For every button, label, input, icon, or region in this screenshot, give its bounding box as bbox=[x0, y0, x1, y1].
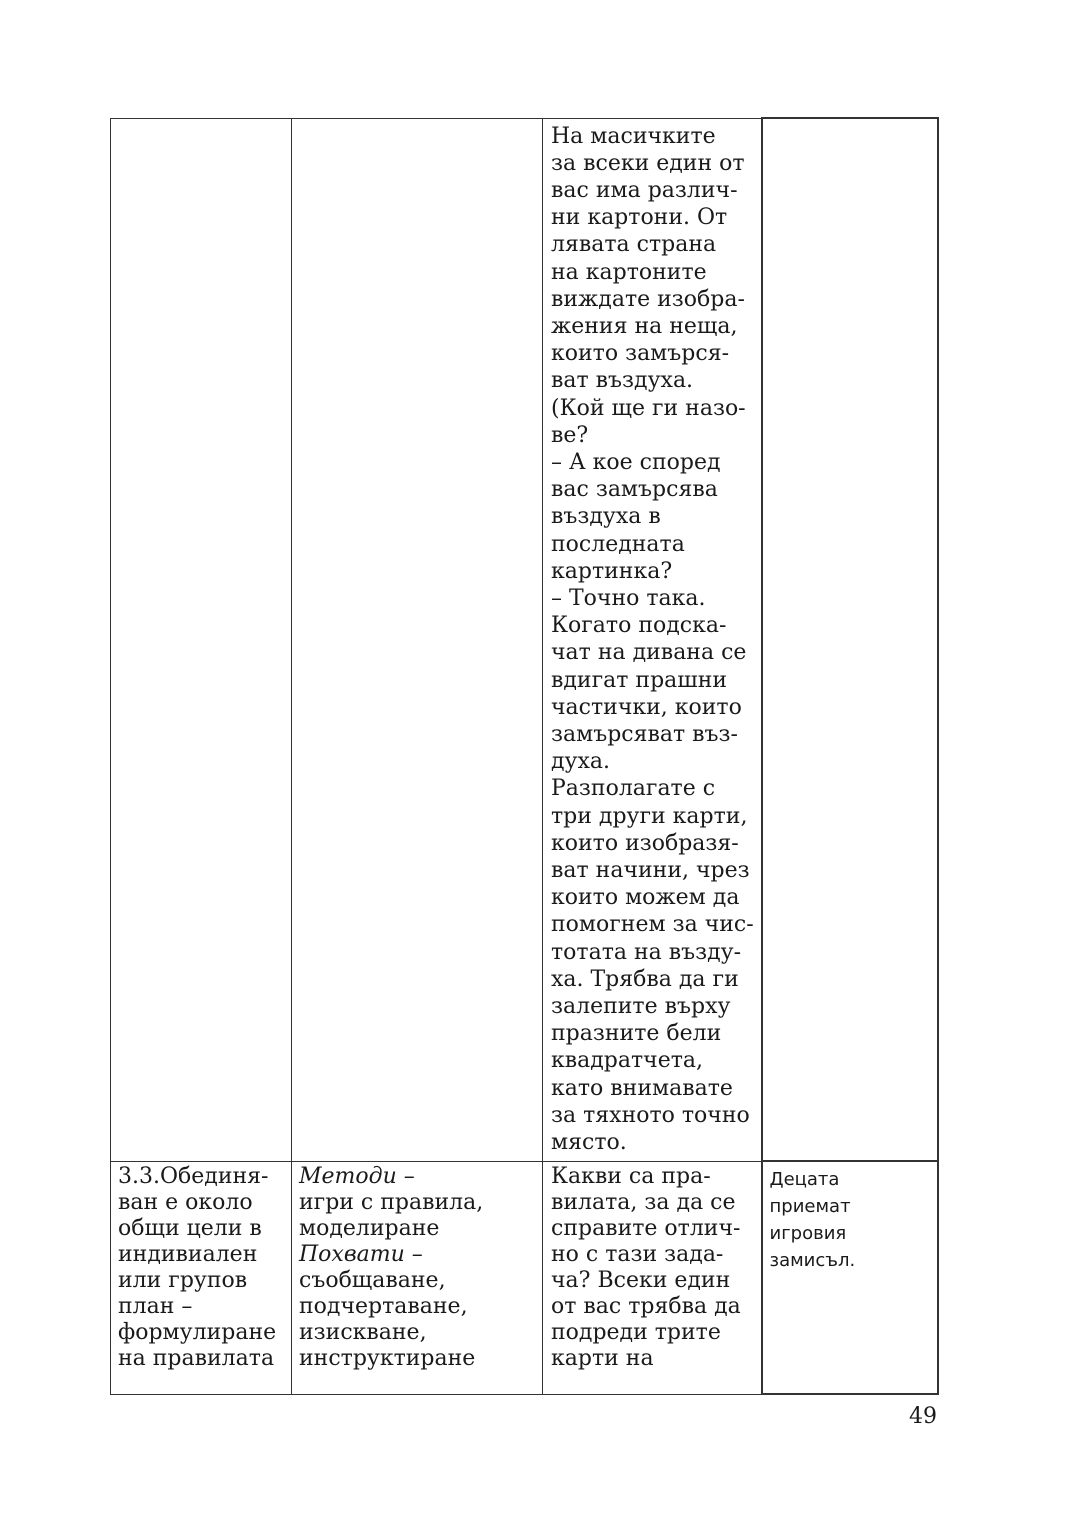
text-line: замисъл. bbox=[769, 1250, 856, 1271]
text-line: частички, които bbox=[551, 694, 742, 720]
text-line: ве? bbox=[551, 422, 589, 448]
text-line: Когато подска- bbox=[551, 613, 727, 639]
text-line: жения на неща, bbox=[551, 313, 738, 339]
table-row bbox=[111, 118, 938, 1161]
text-line: но с тази зада- bbox=[551, 1241, 724, 1267]
outcome-cell bbox=[762, 118, 938, 1161]
text-line: Какви са пра- bbox=[551, 1163, 711, 1189]
text-line: приемат bbox=[769, 1196, 851, 1217]
text-line: 3.3.Обединя- bbox=[118, 1163, 269, 1189]
text-line: които можем да bbox=[551, 885, 740, 911]
activity-text bbox=[543, 119, 761, 1157]
methods-text: Методи – игри с правила, моделиране Похвати – съобщаване, подчертаване, изискване, инструктиране bbox=[299, 1163, 484, 1371]
outcome-cell bbox=[762, 1161, 938, 1394]
text-line: три други карти, bbox=[551, 803, 748, 829]
text-line: на картоните bbox=[551, 259, 707, 285]
text-line: ват въздуха. bbox=[551, 368, 694, 394]
methods-label: Методи bbox=[299, 1163, 397, 1189]
text-line: последната bbox=[551, 531, 685, 557]
text-line: ван е около bbox=[118, 1189, 253, 1215]
text-line: – А кое според bbox=[551, 449, 721, 475]
text-line: чат на дивана се bbox=[551, 640, 747, 666]
text-line: за тяхното точно bbox=[551, 1102, 750, 1128]
page-number: 49 bbox=[909, 1404, 937, 1429]
text-line: – Точно така. bbox=[551, 585, 706, 611]
text-line: Децата bbox=[769, 1169, 840, 1190]
activity-text bbox=[543, 1162, 761, 1372]
lesson-plan-table bbox=[110, 117, 939, 1395]
stage-text bbox=[111, 1162, 291, 1372]
text-line: игровия bbox=[769, 1223, 847, 1244]
text-line: тотата на възду- bbox=[551, 939, 742, 965]
text-line: вилата, за да се bbox=[551, 1189, 736, 1215]
text-line: картинка? bbox=[551, 558, 673, 584]
text-line: квадратчета, bbox=[551, 1048, 704, 1074]
methods-cell bbox=[292, 1161, 543, 1394]
text-line: залепите върху bbox=[551, 994, 731, 1019]
text-line: ват начини, чрез bbox=[551, 857, 750, 883]
text-line: виждате изобра- bbox=[551, 286, 745, 312]
methods-cell bbox=[292, 118, 543, 1161]
text-line: ха. Трябва да ги bbox=[551, 966, 739, 992]
activity-cell bbox=[543, 1161, 762, 1394]
techniques-label: Похвати bbox=[299, 1241, 405, 1267]
text-line: общи цели в bbox=[118, 1215, 262, 1241]
text-line: индивиален bbox=[118, 1241, 258, 1267]
text-line: помогнем за чис- bbox=[551, 912, 754, 938]
text-line: ни картони. От bbox=[551, 205, 728, 231]
text-line: празните бели bbox=[551, 1021, 722, 1047]
table-row bbox=[111, 1161, 938, 1394]
text-line: или групов bbox=[118, 1267, 248, 1293]
text-line: за всеки един от bbox=[551, 150, 745, 176]
text-line: място. bbox=[551, 1130, 627, 1156]
text-line: на правилата bbox=[118, 1345, 275, 1371]
text-line: (Кой ще ги назо- bbox=[551, 395, 746, 421]
text-line: формулиране bbox=[118, 1319, 277, 1345]
text-line: вас има различ- bbox=[551, 177, 738, 203]
stage-cell bbox=[111, 118, 292, 1161]
text-line: които замърся- bbox=[551, 341, 730, 367]
text-line: Разполагате с bbox=[551, 776, 716, 802]
text-line: подреди трите bbox=[551, 1319, 721, 1345]
outcome-text bbox=[763, 1162, 937, 1274]
text-line: духа. bbox=[551, 749, 611, 775]
text-line: вас замърсява bbox=[551, 477, 718, 503]
activity-cell bbox=[543, 118, 762, 1161]
text-line: от вас трябва да bbox=[551, 1293, 741, 1319]
text-line: карти на bbox=[551, 1345, 654, 1371]
text-line: вдигат прашни bbox=[551, 667, 728, 693]
text-line: план – bbox=[118, 1293, 193, 1319]
text-line: На масичките bbox=[551, 123, 716, 149]
text-line: замърсяват въз- bbox=[551, 721, 738, 747]
text-line: като внимавате bbox=[551, 1075, 733, 1101]
text-line: ча? Всеки един bbox=[551, 1267, 731, 1293]
text-line: въздуха в bbox=[551, 504, 661, 530]
text-line: които изобразя- bbox=[551, 830, 739, 856]
stage-cell bbox=[111, 1161, 292, 1394]
text-line: справите отлич- bbox=[551, 1215, 741, 1241]
text-line: лявата страна bbox=[551, 232, 717, 258]
